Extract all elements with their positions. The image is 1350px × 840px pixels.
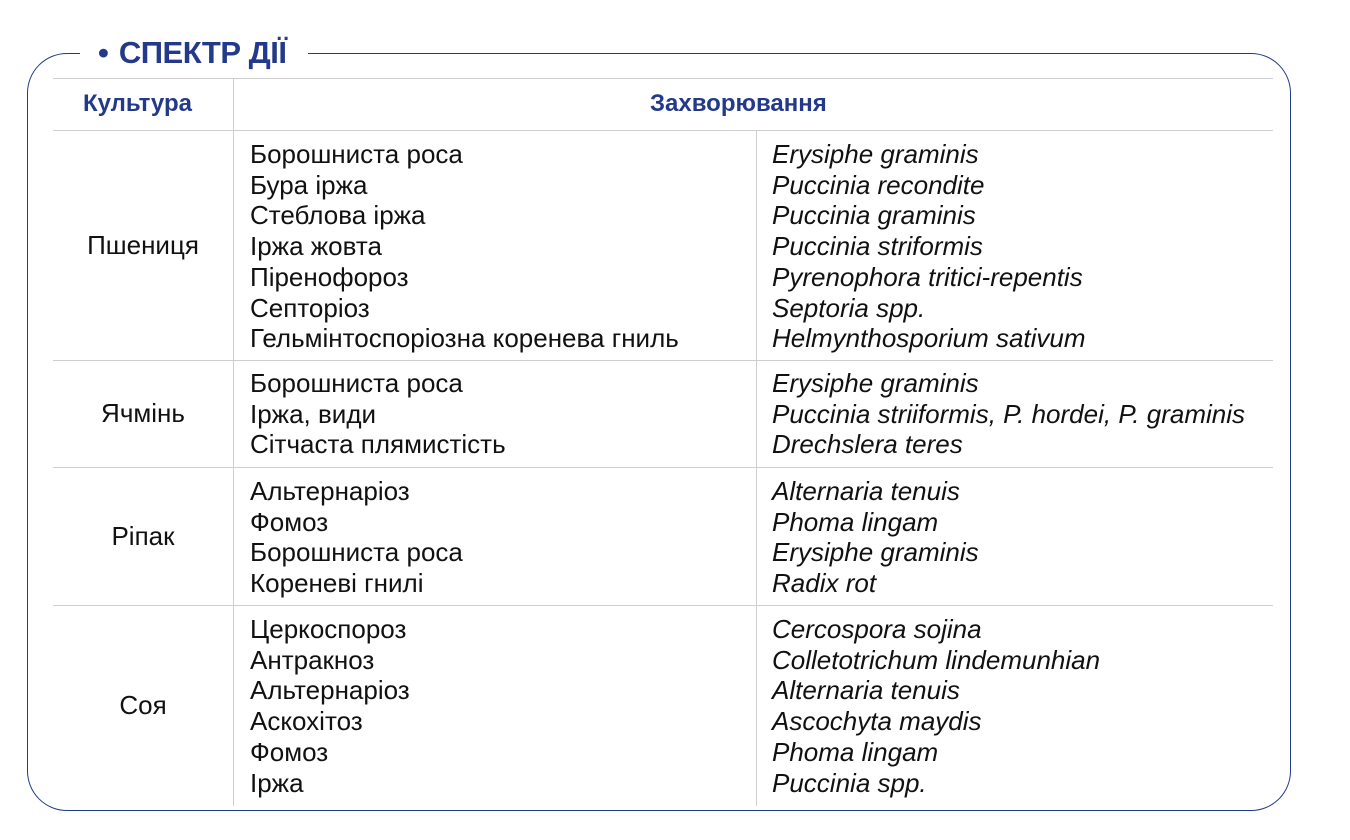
list-item: Puccinia recondite	[772, 169, 985, 200]
list-item: Борошниста роса	[250, 139, 463, 169]
table-row-crop: Пшениця	[87, 229, 199, 260]
list-item: Alternaria tenuis	[772, 476, 960, 506]
list-item: Ascochyta maydis	[772, 706, 982, 737]
disease-list	[250, 368, 506, 460]
latin-column-divider	[756, 130, 757, 806]
row-divider	[53, 605, 1273, 606]
latin-list	[772, 614, 1100, 798]
list-item: Стеблова іржа	[250, 200, 426, 231]
disease-list	[250, 476, 463, 599]
list-item: Аскохітоз	[250, 706, 363, 737]
list-item: Erysiphe graminis	[772, 139, 979, 169]
latin-list	[772, 368, 1245, 460]
row-divider	[53, 467, 1273, 468]
crop-column-divider	[233, 78, 234, 806]
list-item: Піренофороз	[250, 261, 409, 292]
latin-list	[772, 476, 979, 599]
list-item: Фомоз	[250, 736, 329, 767]
list-item: Puccinia striformis	[772, 231, 983, 262]
list-item: Альтернаріоз	[250, 675, 410, 706]
row-divider	[53, 360, 1273, 361]
list-item: Puccinia striiformis, P. hordei, P. graminis	[772, 398, 1246, 429]
list-item: Іржа	[250, 767, 304, 798]
list-item: Кореневі гнилі	[250, 568, 424, 599]
disease-list	[250, 614, 410, 798]
list-item: Alternaria tenuis	[772, 675, 960, 706]
disease-list	[250, 139, 679, 354]
list-item: Борошниста роса	[250, 537, 463, 568]
list-item: Бура іржа	[250, 169, 368, 200]
list-item: Erysiphe graminis	[772, 368, 979, 398]
list-item: Phoma lingam	[772, 736, 939, 767]
list-item: Сітчаста плямистість	[250, 429, 506, 460]
list-item: Septoria spp.	[772, 292, 926, 323]
spectrum-table	[53, 78, 1273, 808]
list-item: Helmynthosporium sativum	[772, 323, 1086, 354]
list-item: Erysiphe graminis	[772, 537, 979, 568]
list-item: Colletotrichum lindemunhian	[772, 644, 1101, 675]
list-item: Гельмінтоспоріозна коренева гниль	[250, 323, 679, 354]
table-top-rule	[53, 78, 1273, 79]
list-item: Іржа жовта	[250, 231, 382, 262]
bullet-icon: •	[98, 35, 109, 70]
list-item: Cercospora sojina	[772, 614, 982, 644]
header-disease: Захворювання	[650, 90, 827, 117]
list-item: Антракноз	[250, 644, 375, 675]
list-item: Церкоспороз	[250, 614, 407, 644]
header-rule	[53, 130, 1273, 131]
list-item: Phoma lingam	[772, 506, 939, 537]
latin-list	[772, 139, 1086, 354]
table-row-crop: Соя	[119, 690, 167, 720]
section-title	[80, 30, 308, 76]
list-item: Альтернаріоз	[250, 476, 410, 506]
list-item: Puccinia graminis	[772, 200, 976, 231]
section-title-text: СПЕКТР ДІЇ	[118, 35, 287, 70]
header-crop: Культура	[83, 90, 192, 117]
table-row-crop: Ріпак	[111, 520, 175, 551]
list-item: Септоріоз	[250, 292, 370, 323]
table-row-crop: Ячмінь	[101, 398, 185, 428]
list-item: Іржа, види	[250, 398, 377, 429]
list-item: Борошниста роса	[250, 368, 463, 398]
list-item: Drechslera teres	[772, 429, 963, 460]
list-item: Фомоз	[250, 506, 329, 537]
list-item: Radix rot	[772, 568, 877, 599]
list-item: Pyrenophora tritici-repentis	[772, 261, 1083, 292]
list-item: Puccinia spp.	[772, 767, 927, 798]
